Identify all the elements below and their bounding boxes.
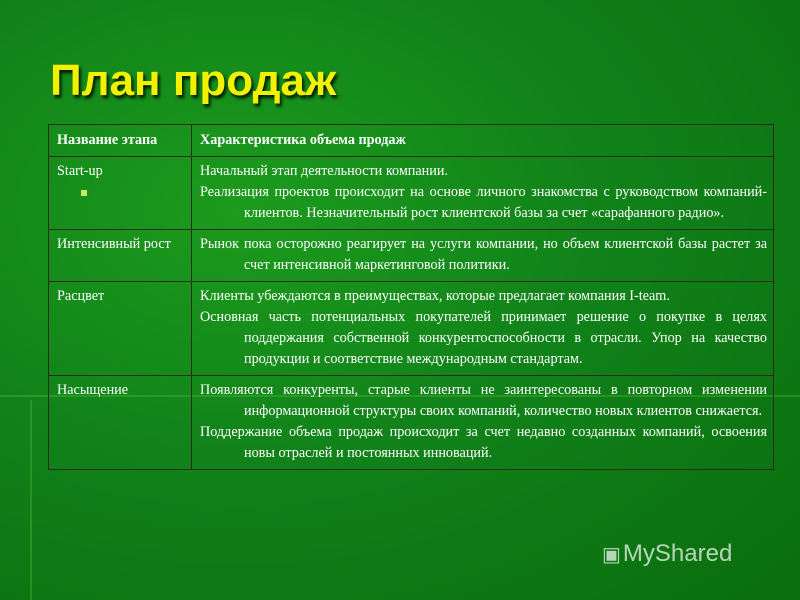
table-row bbox=[49, 157, 774, 230]
characteristic-paragraph: Клиенты убеждаются в преимуществах, которые предлагает компания I-team. bbox=[200, 288, 670, 304]
stage-name: Расцвет bbox=[57, 288, 105, 304]
characteristic-paragraph: Основная часть потенциальных покупателей принимает решение о покупке в целях поддержания собственной конкурентоспособности в отрасли. Упор на качество продукции и соответствие международным стандартам. bbox=[200, 309, 767, 367]
characteristic-paragraph: Реализация проектов происходит на основе личного знакомства с руководством компаний-клиентов. Незначительный рост клиентской базы за счет «сарафанного радио». bbox=[200, 184, 767, 221]
characteristic-cell bbox=[192, 282, 774, 376]
column-header-stage: Название этапа bbox=[49, 125, 192, 157]
stage-cell bbox=[49, 157, 192, 230]
characteristic-paragraph: Начальный этап деятельности компании. bbox=[200, 163, 449, 179]
watermark-text: MyShared bbox=[622, 540, 733, 567]
watermark bbox=[602, 540, 732, 568]
column-header-characteristic: Характеристика объема продаж bbox=[192, 125, 774, 157]
camera-icon: ▣ bbox=[602, 544, 621, 566]
characteristic-cell bbox=[192, 157, 774, 230]
characteristic-cell bbox=[192, 230, 774, 282]
table-row bbox=[49, 230, 774, 282]
stage-name: Интенсивный рост bbox=[57, 236, 171, 252]
characteristic-paragraph: Рынок пока осторожно реагирует на услуги компании, но объем клиентской базы растет за счет интенсивной маркетинговой политики. bbox=[200, 236, 767, 273]
sales-plan-table bbox=[48, 124, 774, 470]
stage-name: Start-up bbox=[57, 163, 103, 179]
stage-name: Насыщение bbox=[57, 382, 129, 398]
characteristic-cell bbox=[192, 376, 774, 470]
characteristic-paragraph: Поддержание объема продаж происходит за счет недавно созданных компаний, освоения новы отраслей и постоянных инноваций. bbox=[200, 424, 767, 461]
stage-cell bbox=[49, 376, 192, 470]
stage-cell bbox=[49, 282, 192, 376]
table-header-row bbox=[49, 125, 774, 157]
slide-title: План продаж bbox=[50, 56, 337, 105]
table-row bbox=[49, 282, 774, 376]
bullet-icon bbox=[81, 190, 87, 196]
table-row bbox=[49, 376, 774, 470]
characteristic-paragraph: Появляются конкуренты, старые клиенты не заинтересованы в повторном изменении информационной структуры своих компаний, количество новых клиентов снижается. bbox=[200, 382, 767, 419]
decorative-stripe bbox=[30, 400, 32, 600]
stage-cell bbox=[49, 230, 192, 282]
